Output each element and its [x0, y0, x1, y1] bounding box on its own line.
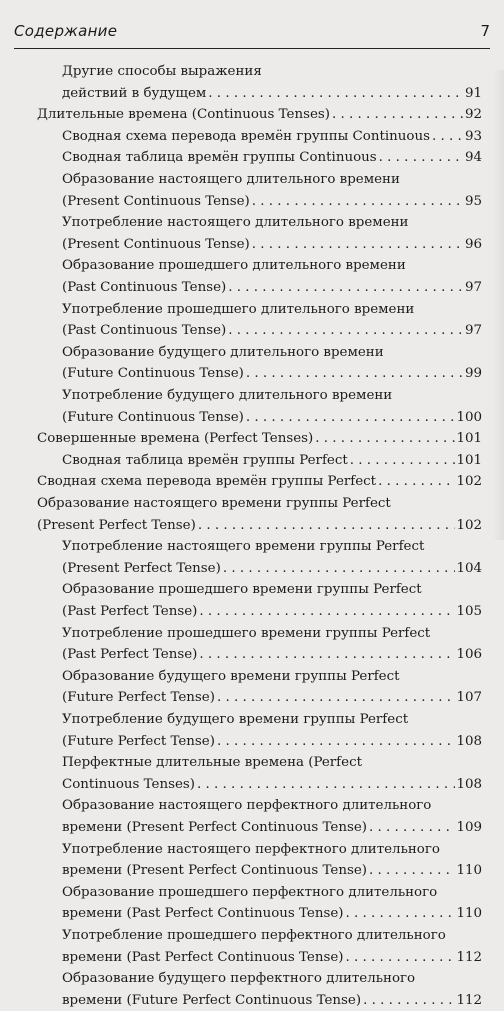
- toc-entry-last-line: [37, 471, 482, 493]
- dot-leader: [315, 428, 455, 450]
- page-shadow: [492, 70, 504, 540]
- dot-leader: [432, 126, 464, 148]
- toc-entry-text: Сводная схема перевода времён группы Perfect: [37, 474, 377, 490]
- toc-entry-text: (Future Continuous Tense): [62, 409, 244, 425]
- toc-entry-text: действий в будущем: [62, 85, 207, 101]
- dot-leader: [217, 731, 455, 753]
- toc-entry: [0, 493, 504, 536]
- toc-entry: [0, 925, 504, 968]
- toc-page-number: 108: [456, 776, 482, 792]
- toc-entry: [0, 104, 504, 126]
- dot-leader: [217, 687, 455, 709]
- toc-page-number: 100: [456, 409, 482, 425]
- toc-entry-text: Употребление настоящего времени группы Perfect: [62, 539, 425, 555]
- toc-entry-text: времени (Present Perfect Continuous Tense): [62, 863, 367, 879]
- dot-leader: [332, 104, 464, 126]
- toc-entry: [0, 536, 504, 579]
- toc-entry-text: Употребление прошедшего перфектного длительного: [62, 928, 446, 943]
- toc-entry-text: (Past Continuous Tense): [62, 323, 227, 339]
- toc-entry: [0, 255, 504, 298]
- toc-entry-last-line: [62, 644, 482, 666]
- toc-entry-text: (Past Continuous Tense): [62, 279, 227, 295]
- toc-page-number: 96: [464, 236, 482, 252]
- dot-leader: [199, 644, 455, 666]
- toc-page-number: 94: [464, 150, 482, 166]
- toc-entry-last-line: [62, 363, 482, 385]
- toc-entry-text: Употребление настоящего длительного времени: [62, 215, 409, 231]
- toc-entry-last-line: [62, 731, 482, 753]
- toc-page-number: 91: [464, 85, 482, 101]
- toc-entry-text: (Present Continuous Tense): [62, 193, 250, 209]
- toc-page-number: 97: [464, 279, 482, 295]
- dot-leader: [379, 147, 464, 169]
- toc-entry-text: времени (Past Perfect Continuous Tense): [62, 949, 344, 965]
- toc-entry-last-line: [62, 903, 482, 925]
- toc-entry: [0, 471, 504, 493]
- toc-page-number: 102: [456, 474, 482, 490]
- toc-entry: [0, 579, 504, 622]
- toc-entry-text: Сводная таблица времён группы Perfect: [62, 452, 348, 468]
- toc-page-number: 107: [456, 690, 482, 706]
- toc-entry-text: (Past Perfect Tense): [62, 647, 198, 663]
- toc-entry-text: Образование прошедшего перфектного длительного: [62, 884, 438, 900]
- toc-page-number: 106: [456, 647, 482, 663]
- toc-entry-last-line: [62, 83, 482, 105]
- toc-entry-last-line: [62, 450, 482, 472]
- toc-entry-last-line: [62, 277, 482, 299]
- dot-leader: [228, 320, 464, 342]
- toc-entry-text: (Present Perfect Tense): [37, 517, 196, 533]
- toc-entry-text: (Past Perfect Tense): [62, 603, 198, 619]
- toc-entry-last-line: [62, 817, 482, 839]
- toc-entry-text: Употребление будущего длительного времени: [62, 388, 393, 403]
- toc-page-number: 101: [456, 452, 482, 468]
- toc-entry-last-line: [62, 320, 482, 342]
- toc-entry-last-line: [62, 126, 482, 148]
- toc-entry: [0, 342, 504, 385]
- dot-leader: [199, 601, 455, 623]
- toc-entry-last-line: [37, 428, 482, 450]
- dot-leader: [369, 817, 455, 839]
- toc-page-number: 95: [464, 193, 482, 209]
- toc-entry-last-line: [62, 687, 482, 709]
- toc-entry-text: Перфектные длительные времена (Perfect: [62, 755, 362, 771]
- toc-page-number: 92: [464, 107, 482, 123]
- toc-entry-text: Употребление прошедшего времени группы Perfect: [62, 625, 431, 641]
- toc-entry-text: (Future Perfect Tense): [62, 733, 215, 749]
- toc-page-number: 108: [456, 733, 482, 749]
- toc-entry-text: Сводная таблица времён группы Continuous: [62, 150, 377, 166]
- toc-entry-last-line: [62, 947, 482, 969]
- toc-entry: [0, 968, 504, 1011]
- toc-page-number: 110: [456, 906, 482, 922]
- toc-entry-last-line: [62, 990, 482, 1011]
- toc-entry-text: (Present Continuous Tense): [62, 236, 250, 252]
- toc-entry-text: Continuous Tenses): [62, 776, 195, 792]
- toc-entry-text: времени (Future Perfect Continuous Tense): [62, 992, 362, 1008]
- toc-entry-text: времени (Past Perfect Continuous Tense): [62, 906, 344, 922]
- toc-page-number: 99: [464, 366, 482, 382]
- toc-entry: [0, 126, 504, 148]
- toc-page-number: 105: [456, 603, 482, 619]
- toc-entry-text: Употребление будущего времени группы Perfect: [62, 712, 409, 727]
- toc-entry-last-line: [37, 515, 482, 537]
- toc-page-number: 102: [456, 517, 482, 533]
- toc-entry-text: времени (Present Perfect Continuous Tense): [62, 819, 367, 835]
- toc-entry: [0, 795, 504, 838]
- toc-entry-text: Употребление прошедшего длительного времени: [62, 301, 415, 317]
- toc-entry-text: Другие способы выражения: [62, 64, 262, 79]
- dot-leader: [345, 903, 455, 925]
- toc-entry-text: Образование будущего длительного времени: [62, 344, 384, 360]
- toc-entry: [0, 385, 504, 428]
- toc-entry-text: Образование настоящего перфектного длительного: [62, 798, 432, 814]
- dot-leader: [246, 407, 456, 429]
- toc-entry-last-line: [62, 407, 482, 429]
- toc-page-number: 97: [464, 323, 482, 339]
- toc-entry-text: Образование прошедшего длительного времени: [62, 258, 406, 274]
- toc-page-number: 110: [456, 863, 482, 879]
- toc-entry: [0, 61, 504, 104]
- toc-page-number: 109: [456, 819, 482, 835]
- toc-entry-text: Совершенные времена (Perfect Tenses): [37, 431, 314, 447]
- toc-entry: [0, 169, 504, 212]
- toc-entry: [0, 299, 504, 342]
- toc-entry-text: Сводная схема перевода времён группы Continuous: [62, 128, 430, 144]
- dot-leader: [345, 947, 455, 969]
- dot-leader: [197, 774, 455, 796]
- toc-entry-last-line: [62, 601, 482, 623]
- toc-page-number: 112: [456, 992, 482, 1008]
- dot-leader: [198, 515, 456, 537]
- toc-entry-last-line: [62, 234, 482, 256]
- toc-entry-text: Длительные времена (Continuous Tenses): [37, 107, 330, 123]
- dot-leader: [378, 471, 455, 493]
- dot-leader: [246, 363, 464, 385]
- toc-entry-last-line: [62, 558, 482, 580]
- toc-entry-text: (Future Perfect Tense): [62, 690, 215, 706]
- dot-leader: [350, 450, 456, 472]
- toc-entry: [0, 839, 504, 882]
- dot-leader: [208, 83, 464, 105]
- dot-leader: [228, 277, 464, 299]
- dot-leader: [369, 860, 455, 882]
- toc-entry-text: (Future Continuous Tense): [62, 366, 244, 382]
- toc-entry-text: Образование настоящего длительного времени: [62, 172, 400, 187]
- toc-entry-last-line: [37, 104, 482, 126]
- toc-page-number: 101: [456, 431, 482, 447]
- toc-entry: [0, 428, 504, 450]
- toc-page-number: 112: [456, 949, 482, 965]
- dot-leader: [252, 234, 464, 256]
- toc-entry-text: Образование прошедшего времени группы Perfect: [62, 582, 422, 598]
- toc-entry: [0, 623, 504, 666]
- toc-entry: [0, 709, 504, 752]
- toc-entry: [0, 666, 504, 709]
- toc-entry-text: Образование настоящего времени группы Perfect: [37, 496, 391, 511]
- toc-entry-text: Образование будущего времени группы Perfect: [62, 668, 400, 684]
- dot-leader: [223, 558, 456, 580]
- toc-entry-last-line: [62, 860, 482, 882]
- toc-entry-last-line: [62, 774, 482, 796]
- toc-entry-text: Употребление настоящего перфектного длительного: [62, 841, 440, 857]
- toc-entry: [0, 752, 504, 795]
- toc-page-number: 93: [464, 128, 482, 144]
- toc-entry: [0, 450, 504, 472]
- toc-entry-text: Образование будущего перфектного длительного: [62, 971, 416, 987]
- toc-entry-last-line: [62, 147, 482, 169]
- dot-leader: [252, 191, 464, 213]
- toc-entry: [0, 882, 504, 925]
- toc-entry: [0, 212, 504, 255]
- toc-page-number: 104: [456, 560, 482, 576]
- page-number: 7: [480, 22, 490, 40]
- dot-leader: [363, 990, 455, 1011]
- toc-entry: [0, 147, 504, 169]
- toc-entry-text: (Present Perfect Tense): [62, 560, 221, 576]
- toc-entry-last-line: [62, 191, 482, 213]
- section-title: Содержание: [14, 22, 118, 40]
